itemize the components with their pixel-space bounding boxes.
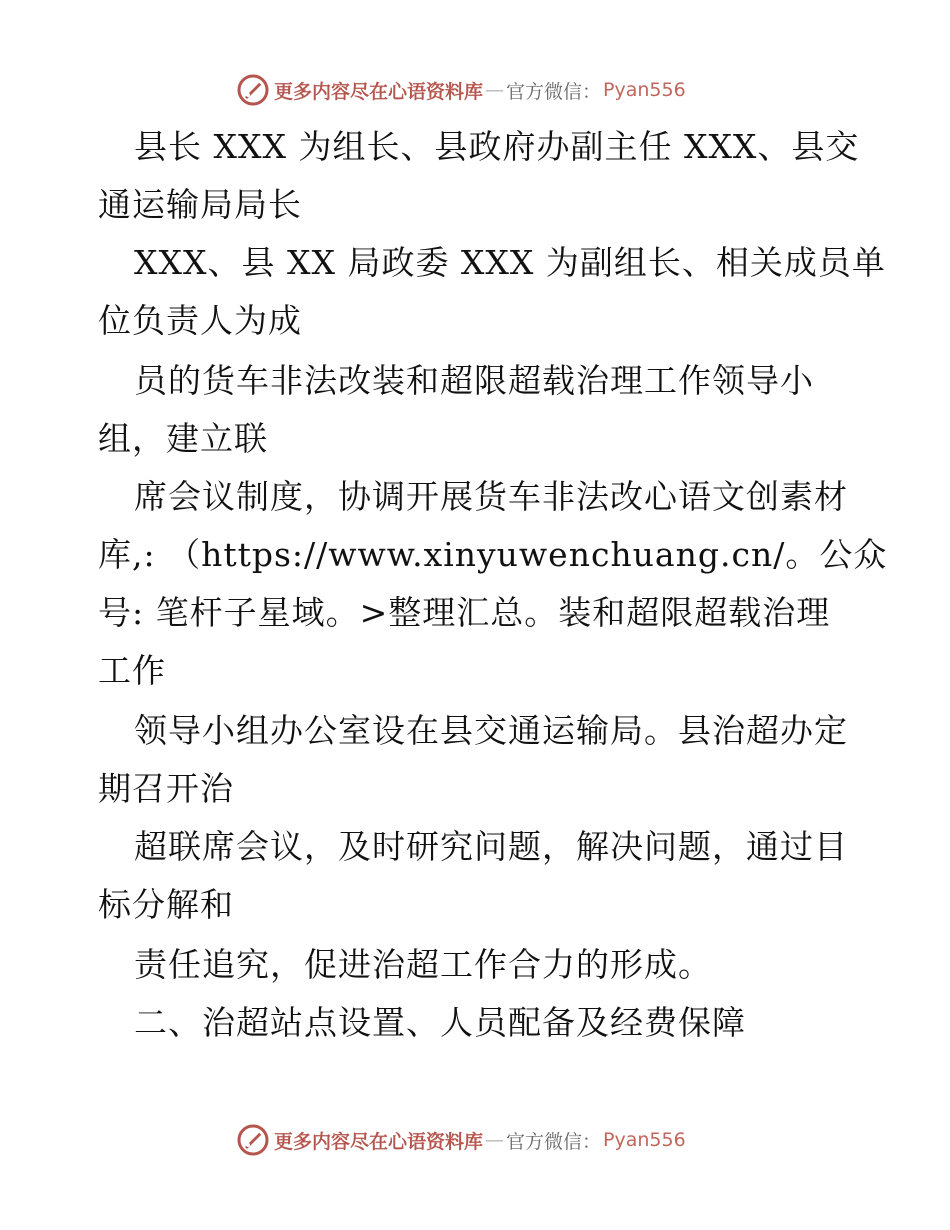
body-line: 责任追究，促进治超工作合力的形成。 [134,945,712,984]
body-line: 通运输局局长 [98,185,302,224]
body-line: 超联席会议，及时研究问题，解决问题，通过目 [134,827,848,866]
watermark-wechat-label: 官方微信： [506,80,602,103]
watermark-wechat-id: Pyan556 [603,79,686,101]
header-watermark [236,73,686,107]
body-line: 席会议制度，协调开展货车非法改心语文创素材 [134,477,848,516]
watermark-title: 更多内容尽在心语资料库 [274,80,484,103]
watermark-separator: — [485,1129,505,1151]
quill-circle-logo-icon [236,73,270,107]
body-line: 组，建立联 [98,419,268,458]
watermark-separator: — [485,79,505,101]
body-line: 库,: （https://www.xinyuwenchuang.cn/。公众 [98,535,888,574]
watermark-wechat-label: 官方微信： [506,1130,602,1153]
body-line: 员的货车非法改装和超限超载治理工作领导小 [134,361,814,400]
section-heading: 二、治超站点设置、人员配备及经费保障 [134,1003,746,1042]
watermark-wechat-id: Pyan556 [603,1129,686,1151]
body-line: 位负责人为成 [98,301,302,340]
body-line: 县长 XXX 为组长、县政府办副主任 XXX、县交 [134,127,860,166]
body-line: 期召开治 [98,769,234,808]
body-line: 领导小组办公室设在县交通运输局。县治超办定 [134,711,848,750]
body-line: XXX、县 XX 局政委 XXX 为副组长、相关成员单 [134,243,886,282]
footer-watermark [236,1123,686,1157]
quill-circle-logo-icon [236,1123,270,1157]
body-line: 号: 笔杆子星域。>整理汇总。装和超限超载治理 [98,593,831,632]
body-line: 标分解和 [98,885,234,924]
watermark-title: 更多内容尽在心语资料库 [274,1130,484,1153]
body-line: 工作 [98,651,166,690]
